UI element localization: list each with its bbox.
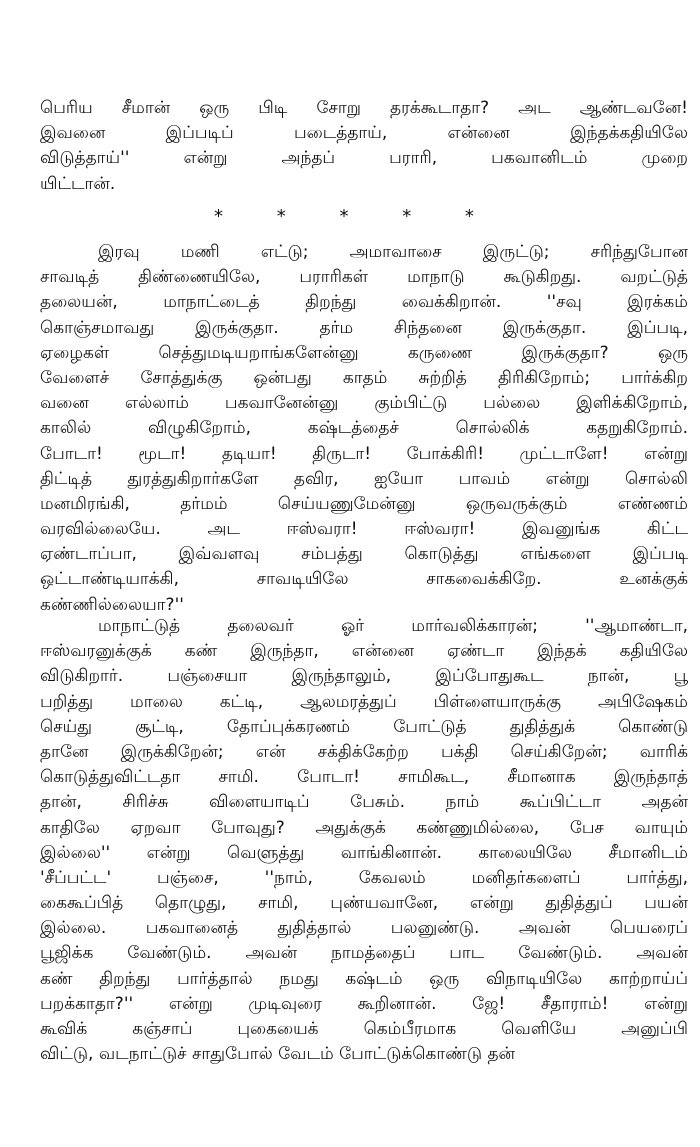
paragraph-line: திட்டித் துரத்துகிறார்களே தவிர, ஐயோ பாவம் என்று சொல்லி [40,468,688,489]
paragraph-line: சாவடித் திண்ணையிலே, பராரிகள் மாநாடு கூடுகிறது. வறட்டுத் [40,267,688,288]
paragraph-line: வனை எல்லாம் பகவானேன்னு கும்பிட்டு பல்லை இளிக்கிறோம், [40,393,688,414]
paragraph-line: தானே இருக்கிறேன்; என் சக்திக்கேற்ற பக்தி செய்கிறேன்; வாரிக் [40,741,688,762]
paragraph-line: கூவிக் கஞ்சாப் புகையைக் கெம்பீரமாக வெளியே அனுப்பி [40,1019,688,1039]
paragraph-line: இல்லை. பகவானைத் துதித்தால் பலனுண்டு. அவன் பெயரைப் [40,918,688,939]
paragraph-line: காலில் விழுகிறோம், கஷ்டத்தைச் சொல்லிக் கதறுகிறோம். [40,418,688,439]
paragraph-line: விடுத்தாய்'' என்று அந்தப் பராரி, பகவானிடம் முறை [40,148,688,169]
paragraph-line: தலையன், மாநாட்டைத் திறந்து வைக்கிறான். ''சவு இரக்கம் [40,292,688,313]
paragraph-line: பெரிய சீமான் ஒரு பிடி சோறு தரக்கூடாதா? அட ஆண்டவனே! [40,98,688,118]
paragraph-line: கண் திறந்து பார்த்தால் நமது கஷ்டம் ஒரு விநாடியிலே காற்றாய்ப் [40,968,688,989]
paragraph-line: மனமிரங்கி, தர்மம் செய்யணுமேன்னு ஒருவருக்கும் எண்ணம் [40,493,688,514]
paragraph-line: யிட்டான். [40,173,116,194]
paragraph-line: வரவில்லையே. அட ஈஸ்வரா! ஈஸ்வரா! இவனுங்க கிட்ட [40,519,688,540]
paragraph-3 [40,614,688,1067]
paragraph-line: இவனை இப்படிப் படைத்தாய், என்னை இந்தக்கதியிலே [40,123,688,144]
paragraph-line: வேளைச் சோத்துக்கு ஒன்பது காதம் சுற்றித் திரிகிறோம்; பார்க்கிற [40,367,688,388]
paragraph-1 [40,96,688,197]
paragraph-line: இல்லை'' என்று வெளுத்து வாங்கினான். காலையிலே சீமானிடம் [40,842,688,863]
paragraph-line: கொடுத்துவிட்டதா சாமி. போடா! சாமிகூட, சீமானாக இருந்தாத் [40,767,688,788]
paragraph-line: ஒட்டாண்டியாக்கி, சாவடியிலே சாகவைக்கிறே. உனக்குக் [40,569,688,590]
paragraph-line: ஏண்டாப்பா, இவ்வளவு சம்பத்து கொடுத்து எங்களை இப்படி [40,544,688,565]
paragraph-line: போடா! மூடா! தடியா! திருடா! போக்கிரி! முட்டாளே! என்று [40,443,688,464]
paragraph-2 [40,240,688,618]
paragraph-line: பறித்து மாலை கட்டி, ஆலமரத்துப் பிள்ளையாருக்கு அபிஷேகம் [40,691,688,712]
paragraph-line: இரவு மணி எட்டு; அமாவாசை இருட்டு; சரிந்துபோன [98,242,688,262]
paragraph-line: கொஞ்சமாவது இருக்குதா. தர்ம சிந்தனை இருக்குதா. இப்படி, [40,317,688,338]
paragraph-line: ஈஸ்வரனுக்குக் கண் இருந்தா, என்னை ஏண்டா இந்தக் கதியிலே [40,641,688,662]
paragraph-line: தான், சிரிச்சு விளையாடிப் பேசும். நாம் கூப்பிட்டா அதன் [40,792,688,813]
section-separator: * * * * * [214,206,498,227]
paragraph-line: விடுகிறார். பஞ்சையா இருந்தாலும், இப்போதுகூட நான், பூ [40,666,688,687]
paragraph-line: கண்ணில்லையா?'' [40,594,184,615]
paragraph-line: கைகூப்பித் தொழுது, சாமி, புண்யவானே, என்று துதித்துப் பயன் [40,893,688,914]
paragraph-line: மாநாட்டுத் தலைவர் ஓர் மார்வலிக்காரன்; ''ஆமாண்டா, [98,616,688,636]
paragraph-line: விட்டு, வடநாட்டுச் சாதுபோல் வேடம் போட்டுக்கொண்டு தன் [40,1044,516,1065]
paragraph-line: பூஜிக்க வேண்டும். அவன் நாமத்தைப் பாட வேண்டும். அவன் [40,943,688,964]
paragraph-line: செய்து சூட்டி, தோப்புக்கரணம் போட்டுத் துதித்துக் கொண்டு [40,716,688,737]
paragraph-line: பறக்காதா?'' என்று முடிவுரை கூறினான். ஜே! சீதாராம்! என்று [40,993,688,1014]
paragraph-line: ஏழைகள் செத்துமடியறாங்களேன்னு கருணை இருக்குதா? ஒரு [40,342,688,363]
paragraph-line: 'சீப்பட்ட' பஞ்சை, ''நாம், கேவலம் மனிதர்களைப் பார்த்து, [40,867,688,888]
paragraph-line: காதிலே ஏறவா போவுது? அதுக்குக் கண்ணுமில்லை, பேச வாயும் [40,817,688,838]
